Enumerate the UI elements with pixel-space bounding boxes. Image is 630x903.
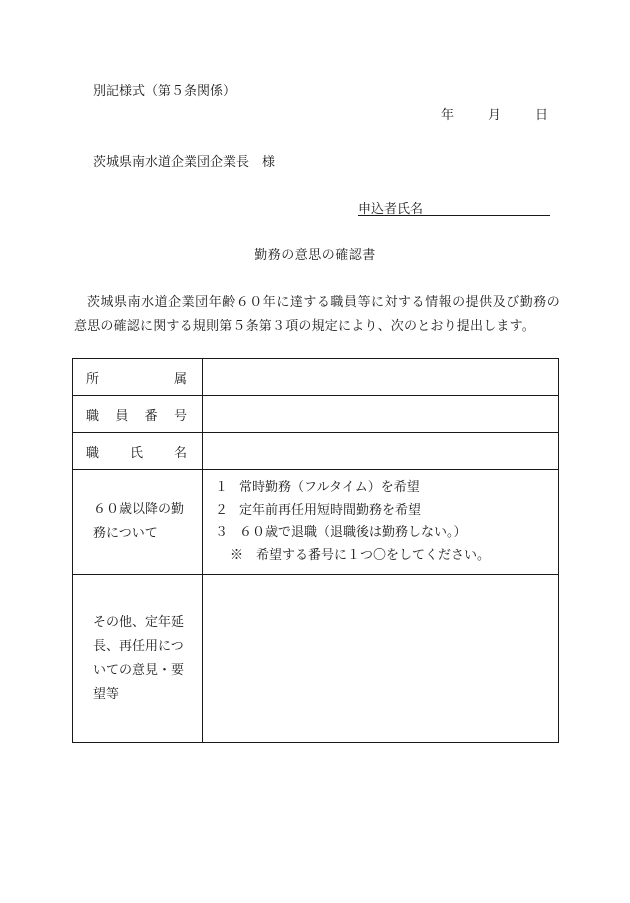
addressee: 茨城県南水道企業団企業長 様 [93,155,276,170]
date-year-label: 年 [440,108,454,123]
intention-options [203,470,559,575]
date-fields [441,104,548,123]
name-field[interactable] [203,433,559,470]
applicant-name-label: 申込者氏名 [358,202,424,217]
intention-option-1[interactable]: １ 常時勤務（フルタイム）を希望 [215,480,420,495]
intention-option-3[interactable]: ３ ６０歳で退職（退職後は勤務しない。） [215,525,467,540]
date-day-label: 日 [534,108,548,123]
table-row-opinion [73,575,559,743]
form-label: 別記様式（第５条関係） [93,84,237,99]
opinion-field[interactable] [203,575,559,743]
affiliation-field[interactable] [203,359,559,396]
intention-label: ６０歳以降の勤務について [73,470,203,575]
intention-option-2[interactable]: ２ 定年前再任用短時間勤務を希望 [215,502,422,518]
table-row-affiliation [73,359,559,396]
table-row-employee-number [73,396,559,433]
table-row-intention [73,470,559,575]
intention-note: ※ 希望する番号に１つ〇をしてください。 [230,547,491,563]
form-table [72,358,559,743]
document-body: 茨城県南水道企業団年齢６０年に達する職員等に対する情報の提供及び勤務の意思の確認に関する規則第５条第３項の規定により、次のとおり提出します。 [74,295,560,334]
employee-number-label: 職 員 番 号 [73,396,203,433]
table-row-name [73,433,559,470]
employee-number-field[interactable] [203,396,559,433]
date-month-label: 月 [487,108,501,123]
document-title: 勤務の意思の確認書 [254,248,376,263]
applicant-name-field[interactable] [358,198,550,216]
affiliation-label: 所 属 [73,359,203,396]
name-label: 職 氏 名 [73,433,203,470]
opinion-label: その他、定年延長、再任用についての意見・要望等 [73,575,203,743]
